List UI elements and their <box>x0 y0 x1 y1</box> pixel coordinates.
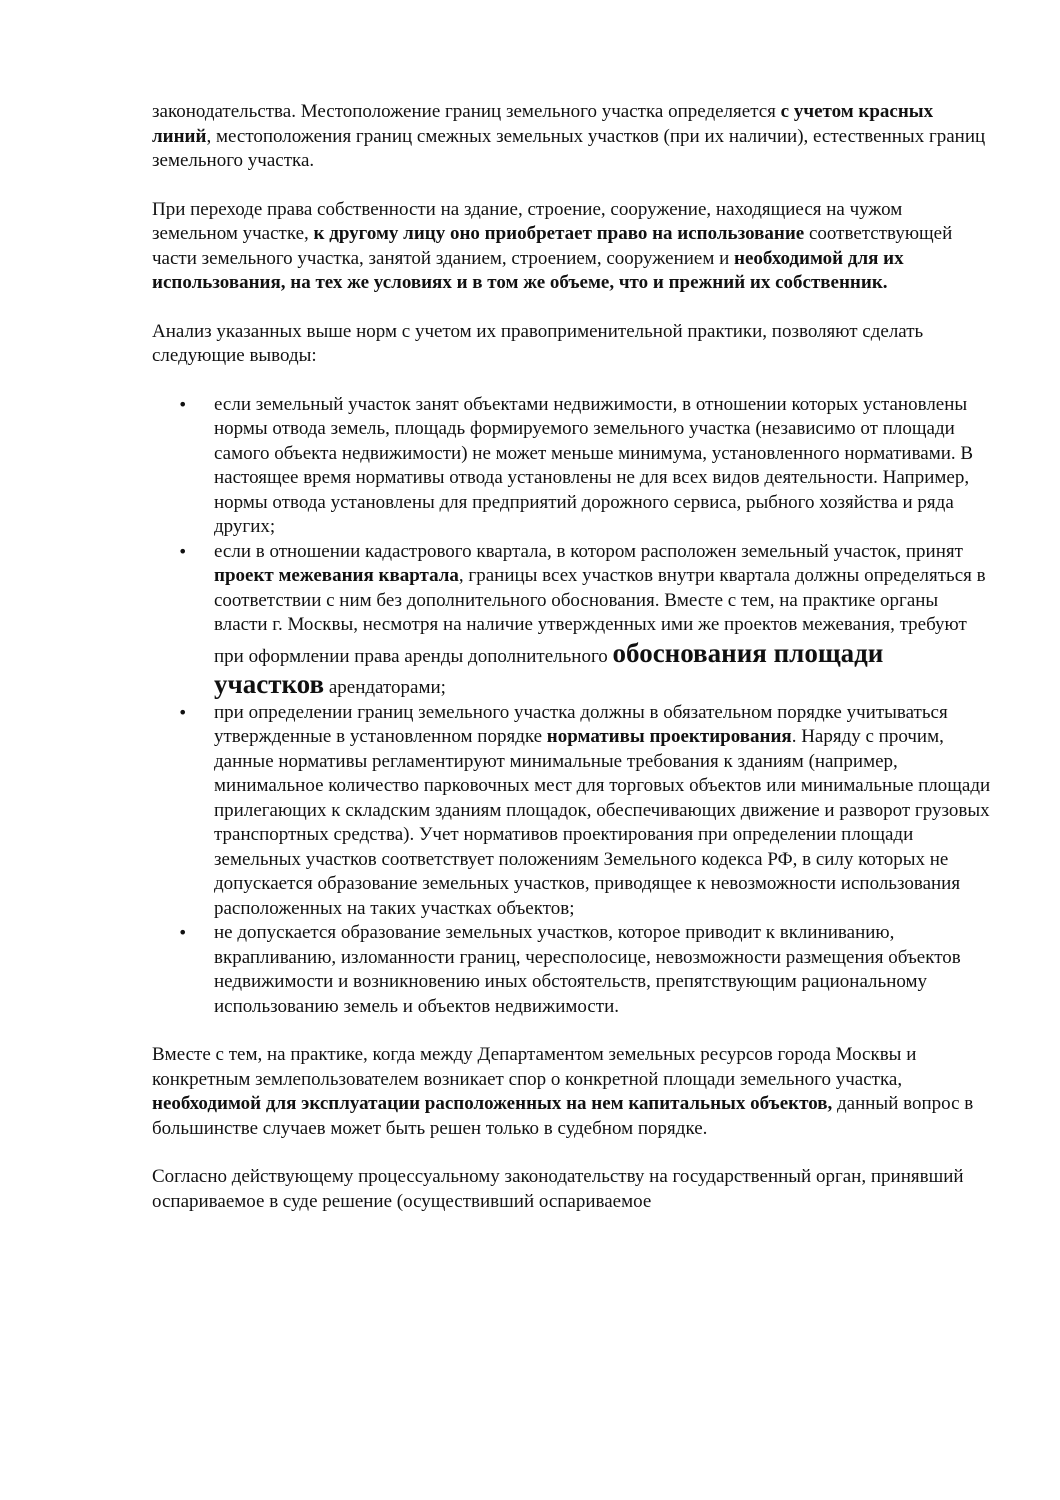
text: Вместе с тем, на практике, когда между Департаментом земельных ресурсов города Москвы и конкретным землепользователем возникает спор о конкретной площади земельного участка, <box>152 1044 917 1090</box>
list-item <box>152 393 992 540</box>
bold-text: к другому лицу оно приобретает право на использование <box>313 223 805 244</box>
text: при определении границ земельного участка должны в обязательном порядке учитываться утвержденные в установленном порядке <box>214 701 948 747</box>
paragraph-procedure <box>152 1165 992 1214</box>
bold-text: необходимой для эксплуатации расположенных на нем капитальных объектов, <box>152 1093 833 1114</box>
text: если в отношении кадастрового квартала, в котором расположен земельный участок, принят <box>214 540 963 562</box>
bold-text: проект межевания квартала <box>214 565 459 586</box>
text: не допускается образование земельных участков, которое приводит к вклиниванию, вкрапливанию, изломанности границ, чересполосице, невозможности размещения объектов недвижимости и возникновению иных обстоятельств, препятствующим рациональному использованию земель и объектов недвижимости. <box>214 922 961 1017</box>
large-bold-text: обоснования площади участков <box>214 637 884 699</box>
conclusions-list <box>152 393 992 1020</box>
bold-text: с учетом красных линий <box>152 101 934 147</box>
text: , местоположения границ смежных земельных участков (при их наличии), естественных границ земельного участка. <box>152 125 986 171</box>
document-page <box>152 100 992 1214</box>
text: если земельный участок занят объектами недвижимости, в отношении которых установлены нормы отвода земель, площадь формируемого земельного участка (независимо от площади самого объекта недвижимости) не может меньше минимума, установленного нормативами. В настоящее время нормативы отвода установлены не для всех видов деятельности. Например, нормы отвода установлены для предприятий дорожного сервиса, рыбного хозяйства и ряда других; <box>214 393 974 537</box>
bold-text: необходимой для их использования, на тех же условиях и в том же объеме, что и прежний их собственник. <box>152 247 904 293</box>
text: . Наряду с прочим, данные нормативы регламентируют минимальные требования к зданиям (например, минимальное количество парковочных мест для торговых объектов или минимальные площади прилегающих к складским зданиям площадок, обеспечивающих движение и разворот грузовых транспортных средства). Учет нормативов проектирования при определении площади земельных участков соответствует положениям Земельного кодекса РФ, в силу которых не допускается образование земельных участков, приводящее к невозможности использования расположенных на таких участках объектов; <box>214 726 991 919</box>
text: соответствующей части земельного участка, занятой зданием, строением, сооружением и <box>152 223 953 269</box>
text: законодательства. Местоположение границ земельного участка определяется <box>152 101 781 122</box>
list-item <box>152 921 992 1019</box>
bold-text: нормативы проектирования <box>546 726 792 747</box>
text: При переходе права собственности на здание, строение, сооружение, находящиеся на чужом земельном участке, <box>152 198 903 244</box>
text: арендаторами; <box>324 677 446 698</box>
text: Анализ указанных выше норм с учетом их правоприменительной практики, позволяют сделать следующие выводы: <box>152 320 924 366</box>
paragraph-analysis <box>152 320 992 369</box>
text: , границы всех участков внутри квартала должны определяться в соответствии с ним без дополнительного обоснования. Вместе с тем, на практике органы власти г. Москвы, несмотря на наличие утвержденных ими же проектов межевания, требуют при оформлении права аренды дополнительного <box>214 565 986 667</box>
text: данный вопрос в большинстве случаев может быть решен только в судебном порядке. <box>152 1093 974 1139</box>
list-item <box>152 701 992 922</box>
list-item <box>152 540 992 701</box>
paragraph-ownership-transfer <box>152 198 992 296</box>
paragraph-boundaries <box>152 100 992 174</box>
text: Согласно действующему процессуальному законодательству на государственный орган, принявший оспариваемое в суде решение (осуществивший оспариваемое <box>152 1166 964 1212</box>
paragraph-dispute <box>152 1043 992 1141</box>
